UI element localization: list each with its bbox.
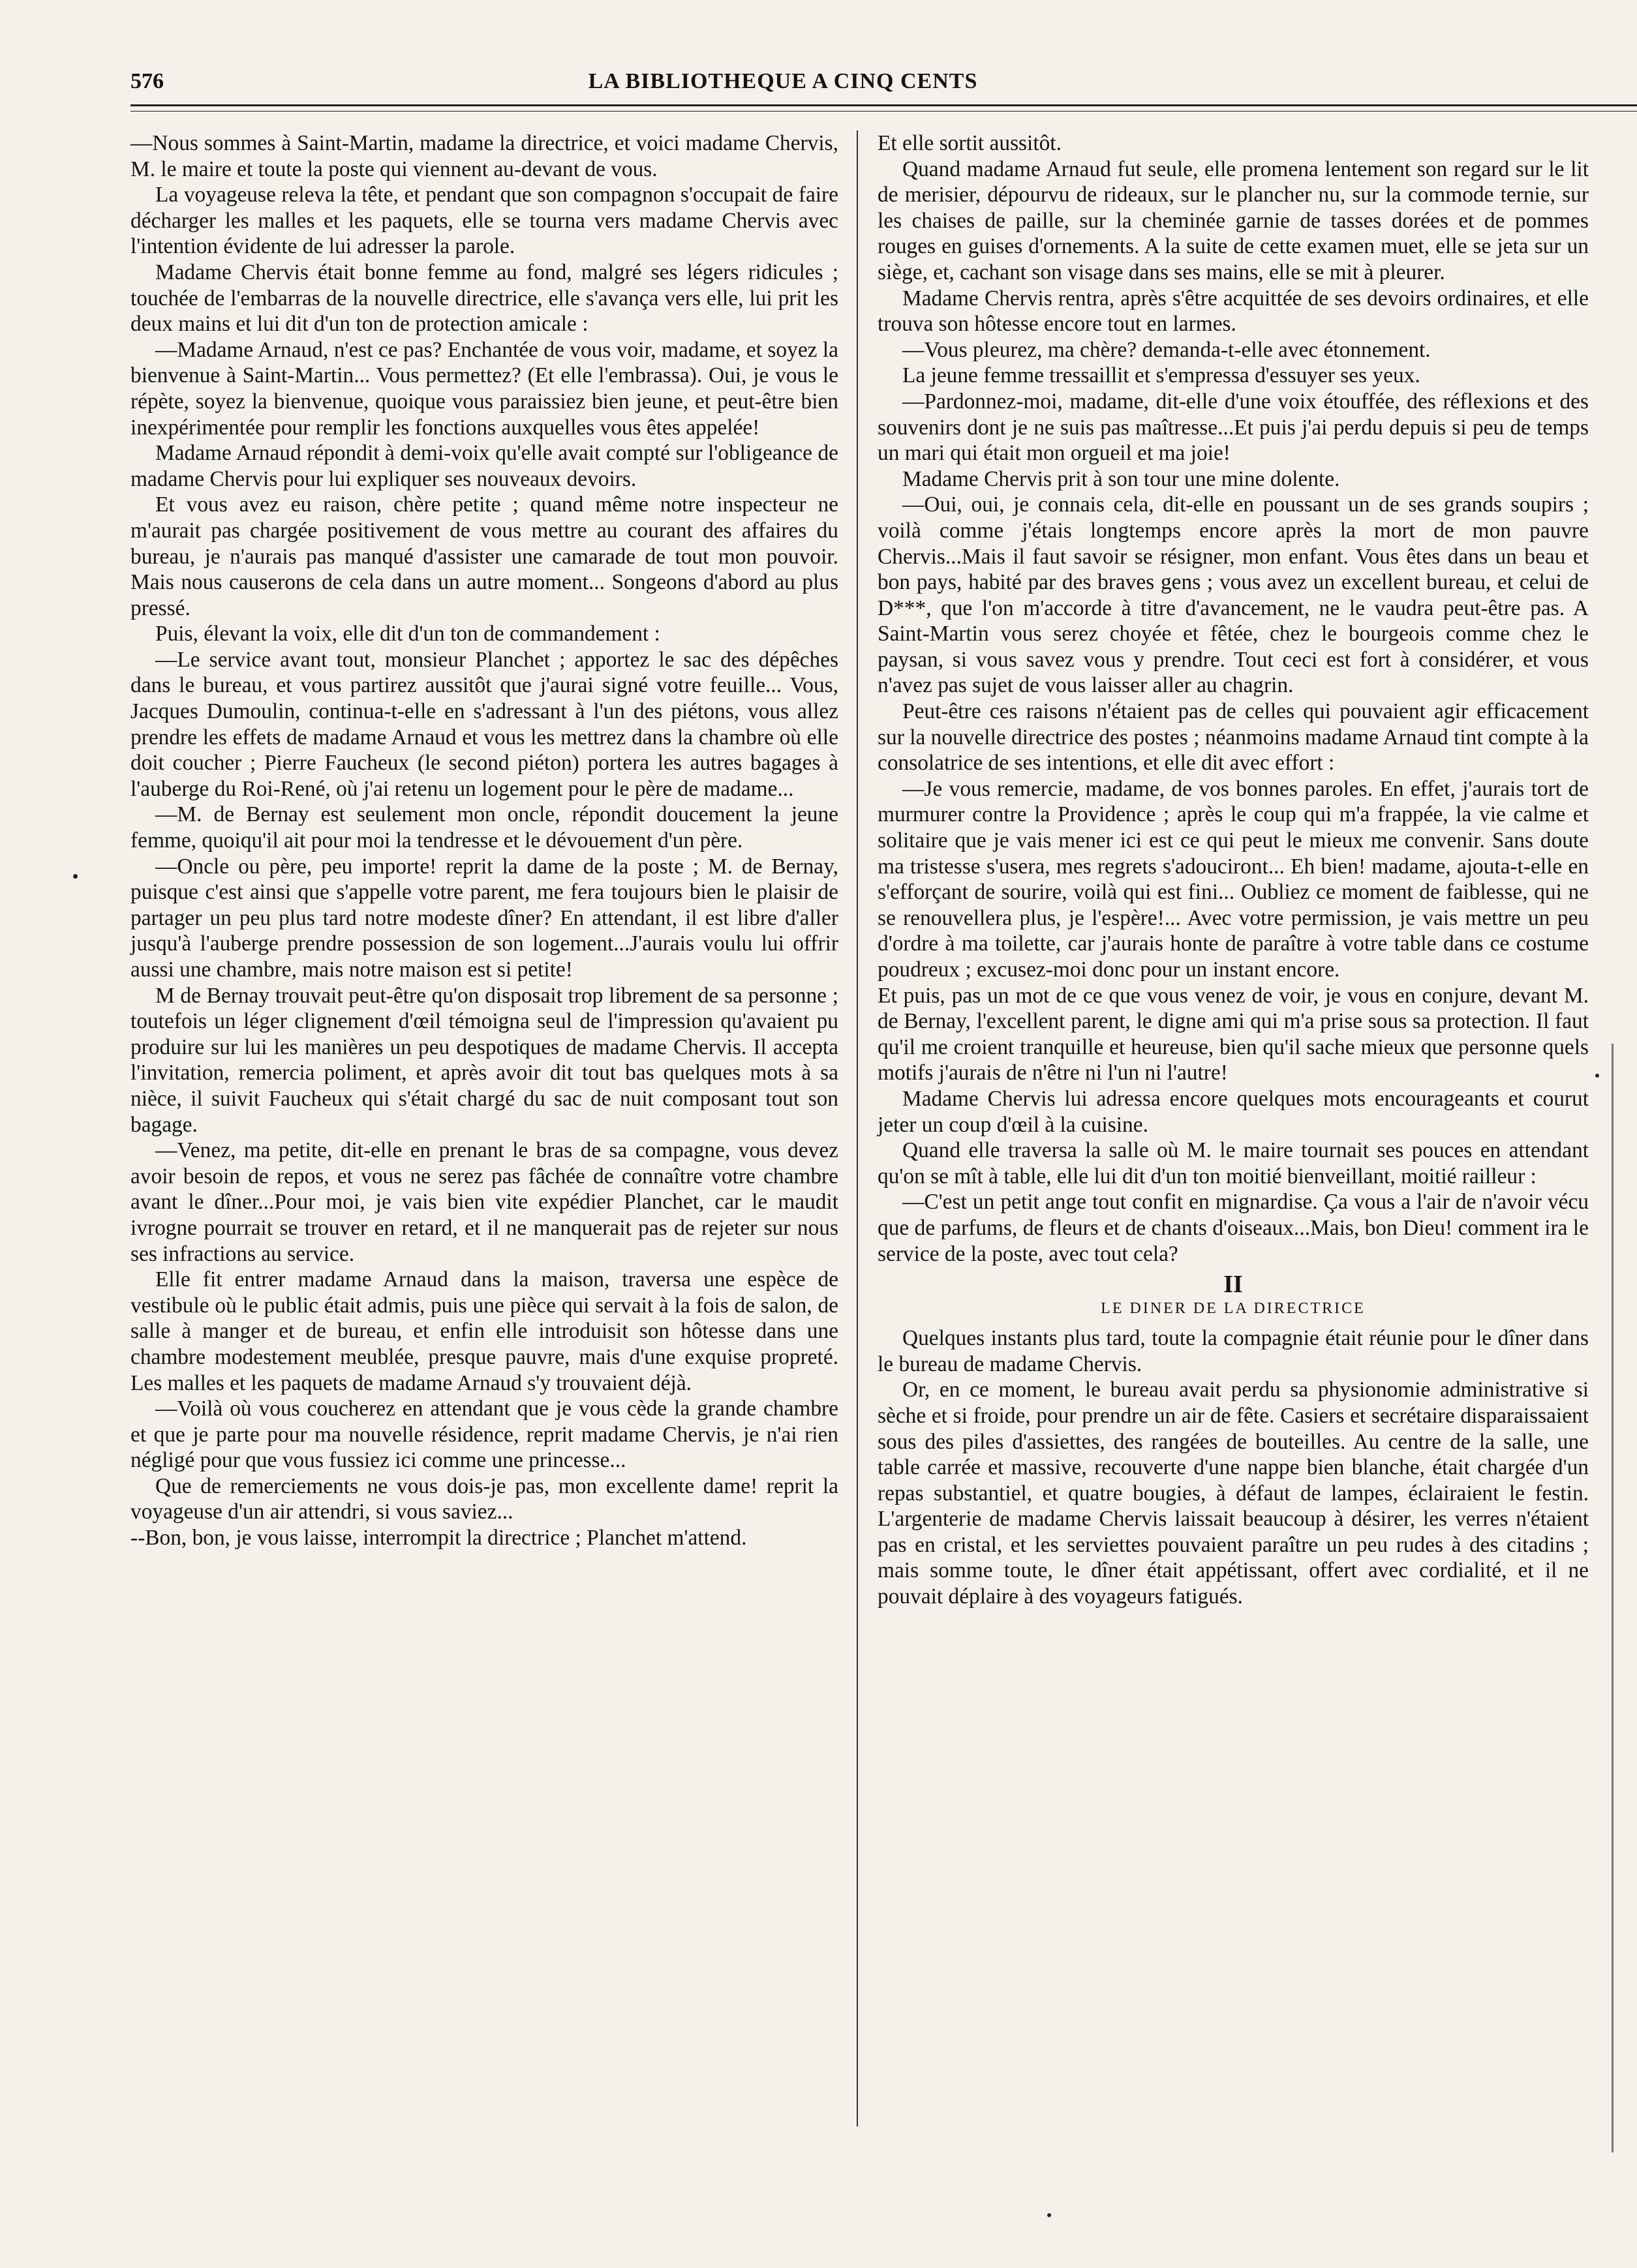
paragraph: Madame Chervis prit à son tour une mine dolente. [902, 466, 1340, 491]
paragraph: Madame Arnaud répondit à demi-voix qu'elle avait compté sur l'obligeance de madame Chervis pour lui expliquer ses nouveaux devoirs. [130, 441, 838, 491]
paragraph: —M. de Bernay est seulement mon oncle, répondit doucement la jeune femme, quoiqu'il ait pour moi la tendresse et le dévouement d'un père. [130, 802, 838, 853]
paragraph: Madame Chervis rentra, après s'être acquittée de ses devoirs ordinaires, et elle trouva son hôtesse encore tout en larmes. [878, 286, 1589, 337]
ink-speck [73, 874, 78, 879]
paragraph: Or, en ce moment, le bureau avait perdu sa physionomie administrative si sèche et si froide, pour prendre un air de fête. Casiers et secrétaire disparaissaient sous des piles d'assiettes, des rangées de bouteilles. Au centre de la salle, une table carrée et massive, recouverte d'une nappe bien blanche, était chargée d'un repas substantiel, et quatre bougies, à défaut de lampes, éclairaient le festin. L'argenterie de madame Chervis laissait beaucoup à désirer, les verres n'étaient pas en cristal, et les serviettes pouvaient paraître un peu rudes à des citadins ; mais somme toute, le dîner était appétissant, offert avec cordialité, et il ne pouvait déplaire à des voyageurs fatigués. [878, 1378, 1589, 1609]
running-title: LA BIBLIOTHEQUE A CINQ CENTS [588, 69, 978, 93]
paragraph: Quand madame Arnaud fut seule, elle promena lentement son regard sur le lit de merisier, dépourvu de rideaux, sur le plancher nu, sur la commode ternie, sur les chaises de paille, sur la cheminée garnie de tasses dorées et de pommes rouges en guises d'ornements. A la suite de cette examen muet, elle se jeta sur un siège, et, cachant son visage dans ses mains, elle se mit à pleurer. [878, 157, 1589, 284]
paragraph: Peut-être ces raisons n'étaient pas de celles qui pouvaient agir efficacement sur la nouvelle directrice des postes ; néanmoins madame Arnaud tint compte à la consolatrice de ses intentions, et elle dit avec effort : [878, 699, 1589, 776]
paragraph: La voyageuse releva la tête, et pendant que son compagnon s'occupait de faire décharger les malles et les paquets, elle se tourna vers madame Chervis avec l'intention évidente de lui adresser la parole. [130, 183, 838, 259]
paragraph: Elle fit entrer madame Arnaud dans la maison, traversa une espèce de vestibule où le public était admis, puis une pièce qui servait à la fois de salon, de salle à manger et de bureau, et enfin elle introduisit son hôtesse dans une chambre modestement meublée, presque pauvre, mais d'une exquise propreté. Les malles et les paquets de madame Arnaud s'y trouvaient déjà. [130, 1267, 838, 1395]
right-column [878, 130, 1589, 1610]
paragraph: Puis, élevant la voix, elle dit d'un ton de commandement : [155, 622, 660, 646]
paragraph: —Oncle ou père, peu importe! reprit la dame de la poste ; M. de Bernay, puisque c'est ainsi que s'appelle votre parent, me fera toujours bien le plaisir de partager un peu plus tard notre modeste dîner? En attendant, il est libre d'aller jusqu'à l'auberge prendre possession de son logement...J'aurais voulu lui offrir aussi une chambre, mais notre maison est si petite! [130, 854, 838, 982]
scan-edge-line [1612, 1044, 1614, 2153]
paragraph: —Pardonnez-moi, madame, dit-elle d'une voix étouffée, des réflexions et des souvenirs dont je ne suis pas maîtresse...Et puis j'ai perdu depuis si peu de temps un mari qui était mon orgueil et ma joie! [878, 389, 1589, 466]
paragraph: —C'est un petit ange tout confit en mignardise. Ça vous a l'air de n'avoir vécu que de parfums, de fleurs et de chants d'oiseaux...Mais, bon Dieu! comment ira le service de la poste, avec tout cela? [878, 1190, 1589, 1266]
paragraph: Quelques instants plus tard, toute la compagnie était réunie pour le dîner dans le bureau de madame Chervis. [878, 1326, 1589, 1376]
header-rule-thin [130, 111, 1637, 112]
paragraph: —Madame Arnaud, n'est ce pas? Enchantée de vous voir, madame, et soyez la bienvenue à Saint-Martin... Vous permettez? (Et elle l'embrassa). Oui, je vous le répète, soyez la bienvenue, quoique vous paraissiez bien jeune, et peut-être bien inexpérimentée pour remplir les fonctions auxquelles vous êtes appelée! [130, 337, 838, 440]
ink-speck [1047, 2213, 1051, 2217]
paragraph: —Vous pleurez, ma chère? demanda-t-elle avec étonnement. [902, 337, 1431, 362]
left-column [130, 130, 838, 1551]
paragraph: Que de remerciements ne vous dois-je pas, mon excellente dame! reprit la voyageuse d'un air attendri, si vous saviez... [130, 1474, 838, 1524]
paragraph: Et elle sortit aussitôt. [878, 131, 1062, 155]
ink-speck [1595, 1074, 1599, 1078]
paragraph: —Le service avant tout, monsieur Planchet ; apportez le sac des dépêches dans le bureau, et vous partirez aussitôt que j'aurai signé votre feuille... Vous, Jacques Dumoulin, continua-t-elle en s'adressant à l'un des piétons, vous allez prendre les effets de madame Arnaud et vous les mettrez dans la chambre où elle doit coucher ; Pierre Faucheux (le second piéton) portera les autres bagages à l'auberge du Roi-René, où j'ai retenu un logement pour le père de madame... [130, 647, 838, 801]
page-header [130, 65, 1435, 104]
paragraph: —Nous sommes à Saint-Martin, madame la directrice, et voici madame Chervis, M. le maire et toute la poste qui viennent au-devant de vous. [130, 131, 838, 181]
section-number: II [1223, 1271, 1243, 1299]
paragraph: —Voilà où vous coucherez en attendant que je vous cède la grande chambre et que je parte pour ma nouvelle résidence, reprit madame Chervis, je n'ai rien négligé pour que vous fussiez ici comme une princesse... [130, 1397, 838, 1473]
paragraph: Madame Chervis lui adressa encore quelques mots encourageants et courut jeter un coup d'œil à la cuisine. [878, 1086, 1589, 1137]
paragraph: Et puis, pas un mot de ce que vous venez de voir, je vous en conjure, devant M. de Bernay, l'excellent parent, le digne ami qui m'a prise sous sa protection. Il faut qu'il me croient tranquille et heureuse, bien qu'il sache mieux que personne quels motifs j'aurais de n'être ni l'un ni l'autre! [878, 983, 1589, 1085]
paragraph: Et vous avez eu raison, chère petite ; quand même notre inspecteur ne m'aurait pas chargée positivement de vous mettre au courant des affaires du bureau, je n'aurais pas manqué d'assister une camarade de tout mon pouvoir. Mais nous causerons de cela dans un autre moment... Songeons d'abord au plus pressé. [130, 492, 838, 620]
header-rule-thick [130, 104, 1637, 106]
paragraph: M de Bernay trouvait peut-être qu'on disposait trop librement de sa personne ; toutefois un léger clignement d'œil témoigna seul de l'impression qu'avaient pu produire sur lui les manières un peu despotiques de madame Chervis. Il accepta l'invitation, remercia poliment, et après avoir dit tout bas quelques mots à sa nièce, il suivit Faucheux qui s'était chargé du sac de nuit composant tout son bagage. [130, 983, 838, 1137]
paragraph: —Oui, oui, je connais cela, dit-elle en poussant un de ses grands soupirs ; voilà comme j'étais longtemps encore après la mort de mon pauvre Chervis...Mais il faut savoir se résigner, mon enfant. Vous êtes dans un beau et bon pays, habité par des braves gens ; vous avez un excellent bureau, et celui de D***, que l'on m'accorde à titre d'avancement, ne le vaudra peut-être pas. A Saint-Martin vous serez choyée et fêtée, chez le bourgeois comme chez le paysan, si vous savez vous y prendre. Tout ceci est fort à considérer, et vous n'avez pas sujet de vous laisser aller au chagrin. [878, 492, 1589, 698]
paragraph: Quand elle traversa la salle où M. le maire tournait ses pouces en attendant qu'on se mît à table, elle lui dit d'un ton moitié bienveillant, moitié railleur : [878, 1138, 1589, 1188]
paragraph: --Bon, bon, je vous laisse, interrompit la directrice ; Planchet m'attend. [130, 1526, 747, 1550]
paragraph: Madame Chervis était bonne femme au fond, malgré ses légers ridicules ; touchée de l'embarras de la nouvelle directrice, elle s'avança vers elle, lui prit les deux mains et lui dit d'un ton de protection amicale : [130, 260, 838, 337]
paragraph: —Je vous remercie, madame, de vos bonnes paroles. En effet, j'aurais tort de murmurer contre la Providence ; après le coup qui m'a frappée, la vie calme et solitaire que je vais mener ici est ce qui peut le mieux me convenir. Sans doute ma tristesse s'usera, mes regrets s'adouciront... Eh bien! madame, ajouta-t-elle en s'efforçant de sourire, voilà qui est fini... Oubliez ce moment de faiblesse, qui ne se renouvellera plus, je l'espère!... Avec votre permission, je vais mettre un peu d'ordre à ma toilette, car j'aurais honte de paraître à votre table dans ce costume poudreux ; excusez-moi donc pour un instant encore. [878, 776, 1589, 982]
paragraph: La jeune femme tressaillit et s'empressa d'essuyer ses yeux. [902, 363, 1420, 388]
paragraph: —Venez, ma petite, dit-elle en prenant le bras de sa compagne, vous devez avoir besoin de repos, et vous ne serez pas fâchée de connaître votre chambre avant le dîner...Pour moi, je vais bien vite expédier Planchet, car le maudit ivrogne pourrait se trouver en retard, et il ne manquerait pas de rejeter sur nous ses infractions au service. [130, 1138, 838, 1266]
column-divider [857, 130, 858, 2126]
section-title: LE DINER DE LA DIRECTRICE [1101, 1300, 1366, 1318]
page-number: 576 [130, 69, 164, 93]
